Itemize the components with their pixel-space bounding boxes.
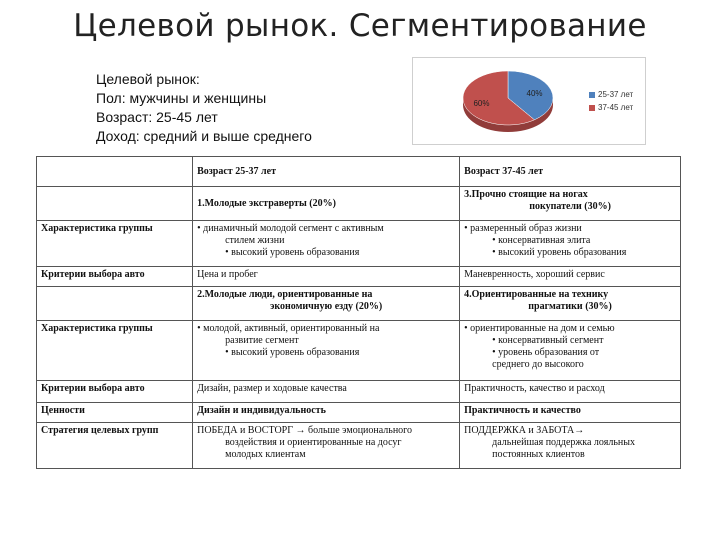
table-cell: Дизайн, размер и ходовые качества — [193, 381, 460, 403]
list-item: ПОБЕДА и ВОСТОРГ → больше эмоционального — [197, 425, 413, 436]
row-label: Ценности — [37, 403, 193, 423]
table-row — [37, 157, 681, 187]
row-label — [37, 287, 193, 321]
legend-swatch — [589, 105, 595, 111]
group-characteristics — [193, 221, 460, 267]
table-cell: Дизайн и индивидуальность — [193, 403, 460, 423]
segment-title-line: экономичную езду (20%) — [270, 301, 383, 312]
table-row — [37, 187, 681, 221]
table-row — [37, 423, 681, 469]
table-cell: Маневренность, хороший сервис — [460, 267, 681, 287]
list-item: • уровень образования от — [492, 347, 600, 358]
row-label: Характеристика группы — [37, 221, 193, 267]
legend-label: 37-45 лет — [598, 103, 634, 112]
list-item: • молодой, активный, ориентированный на — [197, 323, 380, 334]
segment-title — [460, 287, 681, 321]
strategy-cell — [460, 423, 681, 469]
column-header: Возраст 25-37 лет — [193, 157, 460, 187]
intro-gender: Пол: мужчины и женщины — [96, 90, 267, 106]
legend-swatch — [589, 92, 595, 98]
intro-age: Возраст: 25-45 лет — [96, 109, 218, 125]
row-label: Критерии выбора авто — [37, 267, 193, 287]
segmentation-table — [36, 156, 681, 469]
segment-title-line: 4.Ориентированные на технику — [464, 289, 609, 300]
legend-entry — [589, 101, 633, 114]
table-row — [37, 321, 681, 381]
segment-title-line: 2.Молодые люди, ориентированные на — [197, 289, 373, 300]
table-row — [37, 403, 681, 423]
table-cell: Цена и пробег — [193, 267, 460, 287]
segment-title: 1.Молодые экстраверты (20%) — [193, 187, 460, 221]
list-item: • высокий уровень образования — [225, 347, 360, 358]
table-cell: Практичность, качество и расход — [460, 381, 681, 403]
intro-income: Доход: средний и выше среднего — [96, 128, 312, 144]
segment-title — [460, 187, 681, 221]
table-row — [37, 267, 681, 287]
table-row — [37, 221, 681, 267]
list-item: развитие сегмент — [225, 335, 299, 346]
legend-entry — [589, 88, 633, 101]
pie-chart-panel — [412, 57, 646, 145]
group-characteristics — [460, 321, 681, 381]
group-characteristics — [193, 321, 460, 381]
list-item: стилем жизни — [225, 235, 285, 246]
list-item: молодых клиентам — [225, 449, 306, 460]
list-item: • размеренный образ жизни — [464, 223, 582, 234]
row-label — [37, 187, 193, 221]
target-market-summary — [96, 70, 312, 146]
list-item: • консервативный сегмент — [492, 335, 604, 346]
list-item: воздействия и ориентированные на досуг — [225, 437, 402, 448]
list-item: • динамичный молодой сегмент с активным — [197, 223, 384, 234]
list-item: дальнейшая поддержка лояльных — [492, 437, 635, 448]
list-item: • высокий уровень образования — [492, 247, 627, 258]
row-label: Стратегия целевых групп — [37, 423, 193, 469]
list-item: среднего до высокого — [492, 359, 584, 370]
segment-title-line: 3.Прочно стоящие на ногах — [464, 189, 588, 200]
segment-title — [193, 287, 460, 321]
column-header: Возраст 37-45 лет — [460, 157, 681, 187]
page-title: Целевой рынок. Сегментирование — [73, 8, 647, 44]
table-cell: Практичность и качество — [460, 403, 681, 423]
group-characteristics — [460, 221, 681, 267]
intro-heading: Целевой рынок: — [96, 71, 200, 87]
row-label: Характеристика группы — [37, 321, 193, 381]
list-item: • ориентированные на дом и семью — [464, 323, 615, 334]
list-item: ПОДДЕРЖКА и ЗАБОТА→ — [464, 425, 585, 436]
pie-data-label: 60% — [473, 99, 490, 109]
pie-data-label: 40% — [526, 88, 543, 98]
table-row — [37, 381, 681, 403]
list-item: постоянных клиентов — [492, 449, 585, 460]
strategy-cell — [193, 423, 460, 469]
segment-title-line: покупатели (30%) — [529, 201, 611, 212]
row-label: Критерии выбора авто — [37, 381, 193, 403]
legend-label: 25-37 лет — [598, 90, 634, 99]
table-cell — [37, 157, 193, 187]
list-item: • консервативная элита — [492, 235, 591, 246]
table-row — [37, 287, 681, 321]
list-item: • высокий уровень образования — [225, 247, 360, 258]
chart-legend — [589, 88, 633, 114]
segment-title-line: прагматики (30%) — [528, 301, 612, 312]
